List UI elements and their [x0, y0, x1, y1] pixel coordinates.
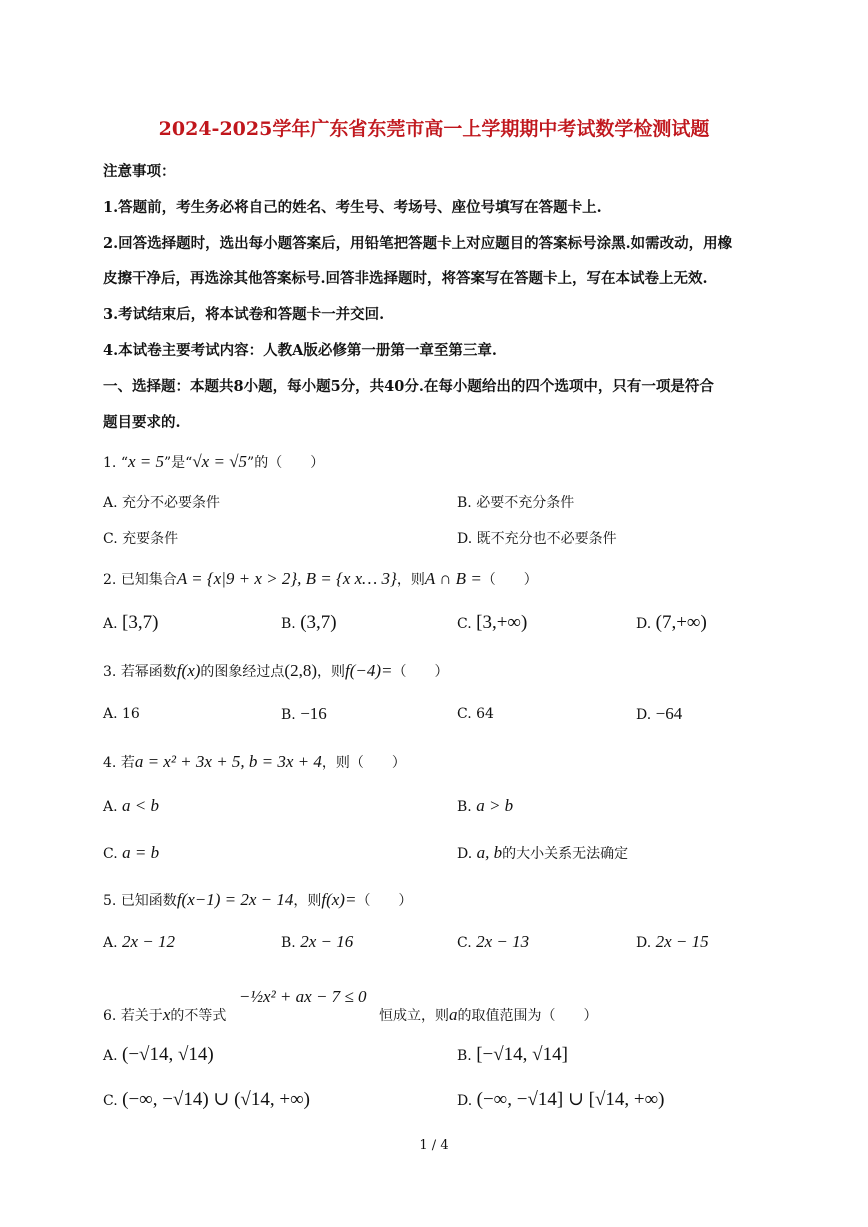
math-expr: a = b	[122, 843, 160, 862]
option-c: C. 充要条件	[103, 531, 179, 547]
math-expr: (3,7)	[300, 612, 337, 633]
option-a: A. a < b	[103, 796, 159, 815]
notice-item: 1.答题前，考生务必将自己的姓名、考生号、考场号、座位号填写在答题卡上.	[103, 199, 602, 216]
math-expr: f(−4)=	[344, 661, 393, 680]
math-expr: 2x − 16	[300, 932, 354, 951]
math-expr: (7,+∞)	[655, 612, 707, 633]
question-6: 6. 若关于x的不等式 −½x² + ax − 7 ≤ 0 恒成立，则a的取值范围为（ ）	[103, 987, 598, 1024]
option-c: C. [3,+∞)	[457, 612, 528, 633]
option-b: B. −16	[281, 704, 327, 723]
section-heading-cont: 题目要求的.	[103, 414, 181, 431]
question-1: 1. “x = 5”是“√x = √5”的（ ）	[103, 452, 325, 471]
option-d: D. 2x − 15	[636, 932, 709, 951]
math-expr: f(x)	[176, 661, 201, 680]
math-expr: 2x − 13	[476, 932, 530, 951]
math-expr: A ∩ B =	[424, 569, 482, 588]
math-expr: [3,+∞)	[476, 612, 528, 633]
notice-item: 皮擦干净后，再选涂其他答案标号.回答非选择题时，将答案写在答题卡上，写在本试卷上无效.	[103, 270, 708, 287]
math-expr: −½x² + ax − 7 ≤ 0	[238, 987, 367, 1006]
option-c: C. 64	[457, 706, 494, 722]
option-d: D. (7,+∞)	[636, 612, 707, 633]
notice-item: 2.回答选择题时，选出每小题答案后，用铅笔把答题卡上对应题目的答案标号涂黑.如需改动，用橡	[103, 235, 733, 252]
option-b: B. (3,7)	[281, 612, 337, 633]
math-expr: x = 5	[127, 452, 165, 471]
option-d: D. a, b的大小关系无法确定	[457, 843, 629, 862]
math-expr: −64	[655, 704, 683, 723]
option-a: A. (−√14, √14)	[103, 1044, 214, 1065]
question-number: 2.	[103, 572, 117, 588]
question-2: 2. 已知集合A = {x|9 + x > 2}, B = {x x… 3}，则A ∩ B =（ ）	[103, 569, 538, 588]
exam-title: 2024-2025学年广东省东莞市高一上学期期中考试数学检测试题	[158, 118, 710, 140]
question-number: 3.	[103, 664, 117, 680]
math-expr: (−∞, −√14) ∪ (√14, +∞)	[122, 1089, 310, 1110]
notice-heading: 注意事项：	[103, 163, 176, 180]
math-expr: a	[448, 1005, 458, 1024]
question-number: 6.	[103, 1008, 117, 1024]
option-b: B. 必要不充分条件	[457, 495, 575, 511]
math-expr: −16	[300, 704, 327, 723]
question-5: 5. 已知函数f(x−1) = 2x − 14，则f(x)=（ ）	[103, 890, 413, 909]
page-number: 1 / 4	[419, 1138, 449, 1153]
math-expr: a, b	[476, 843, 503, 862]
math-expr: [3,7)	[122, 612, 159, 633]
question-number: 4.	[103, 755, 117, 771]
math-expr: a = x² + 3x + 5, b = 3x + 4	[134, 752, 322, 771]
math-expr: (−∞, −√14] ∪ [√14, +∞)	[476, 1089, 665, 1110]
option-d: D. (−∞, −√14] ∪ [√14, +∞)	[457, 1089, 665, 1110]
notice-item: 4.本试卷主要考试内容：人教A版必修第一册第一章至第三章.	[103, 342, 497, 359]
math-expr: 2x − 12	[122, 932, 176, 951]
option-b: B. a > b	[457, 796, 514, 815]
option-c: C. 2x − 13	[457, 932, 530, 951]
math-expr: [−√14, √14]	[476, 1044, 568, 1065]
math-expr: a > b	[476, 796, 514, 815]
math-expr: √x = √5	[192, 452, 248, 471]
math-expr: a < b	[122, 796, 159, 815]
notice-item: 3.考试结束后，将本试卷和答题卡一并交回.	[103, 306, 385, 323]
option-d: D. 既不充分也不必要条件	[457, 531, 617, 547]
option-a: A. 2x − 12	[103, 932, 176, 951]
option-d: D. −64	[636, 704, 683, 723]
math-expr: x	[162, 1005, 171, 1024]
math-expr: 2x − 15	[655, 932, 709, 951]
question-3: 3. 若幂函数f(x)的图象经过点(2,8)，则f(−4)=（ ）	[103, 661, 449, 680]
question-number: 1.	[103, 455, 117, 471]
option-a: A. [3,7)	[103, 612, 159, 633]
question-4: 4. 若a = x² + 3x + 5, b = 3x + 4，则（ ）	[103, 752, 406, 771]
math-expr: (2,8)	[284, 661, 317, 680]
math-expr: f(x)=	[321, 890, 357, 909]
option-a: A. 16	[103, 706, 140, 722]
option-a: A. 充分不必要条件	[103, 495, 221, 511]
math-expr: f(x−1) = 2x − 14	[176, 890, 294, 909]
option-b: B. 2x − 16	[281, 932, 354, 951]
section-heading: 一、选择题：本题共8小题，每小题5分，共40分.在每小题给出的四个选项中，只有一项是符合	[103, 378, 714, 395]
option-c: C. (−∞, −√14) ∪ (√14, +∞)	[103, 1089, 310, 1110]
question-number: 5.	[103, 893, 117, 909]
option-c: C. a = b	[103, 843, 160, 862]
math-expr: A = {x|9 + x > 2}, B = {x x… 3}	[176, 569, 397, 588]
option-b: B. [−√14, √14]	[457, 1044, 568, 1065]
math-expr: (−√14, √14)	[122, 1044, 214, 1065]
